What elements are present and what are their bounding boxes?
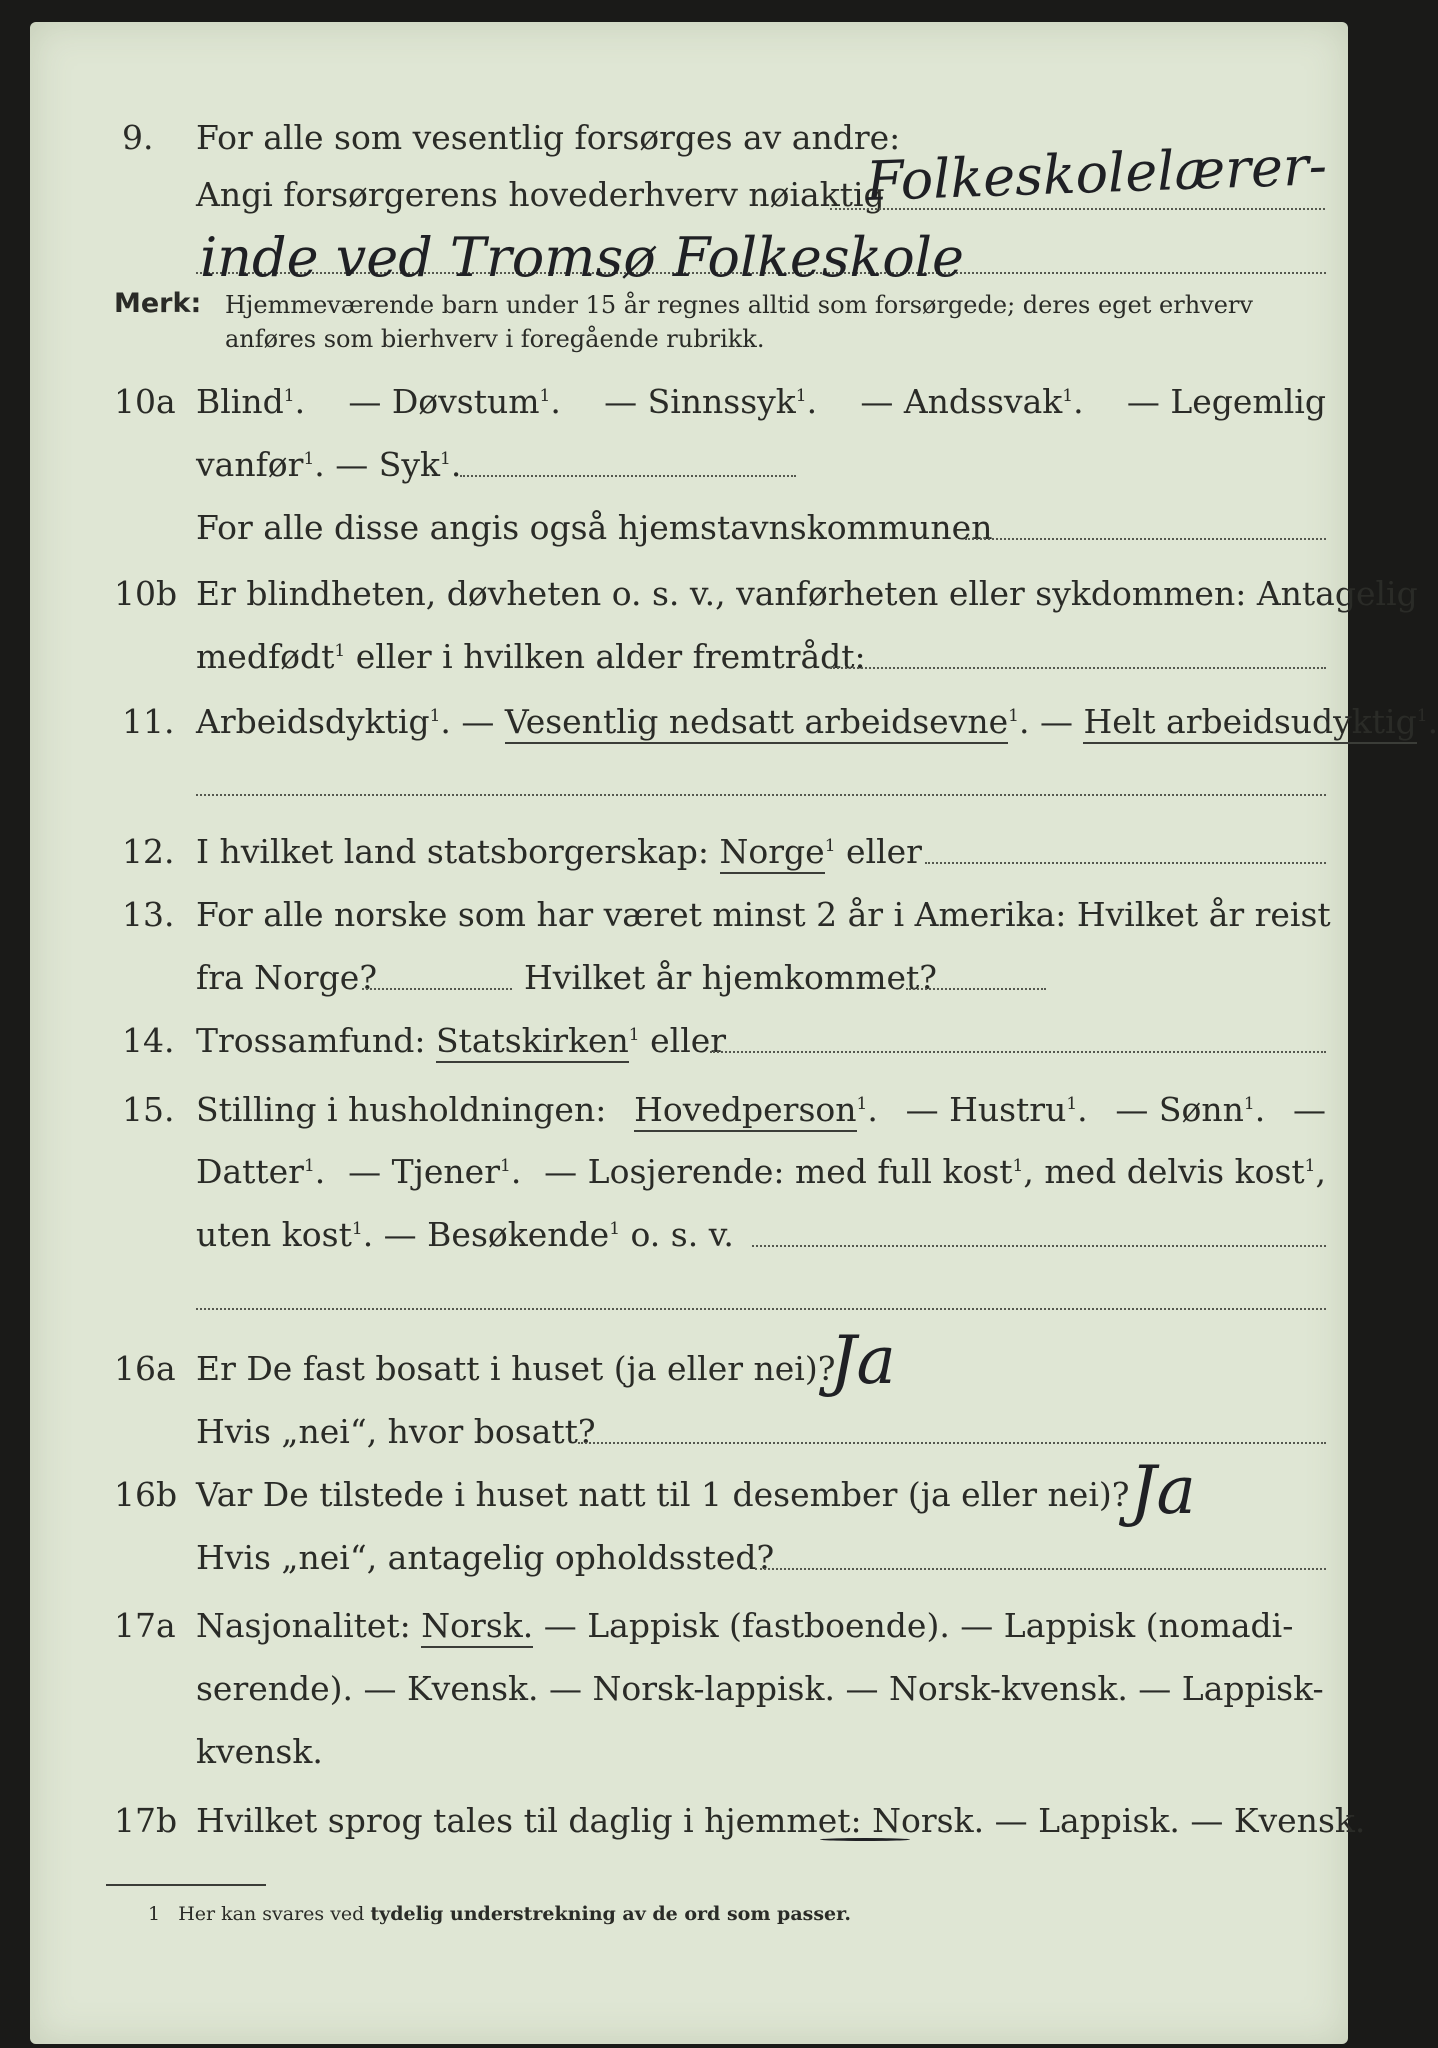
q10a-line2: vanfør$^1$. — Syk$^1$. (196, 445, 462, 484)
q15-line3: uten kost$^1$. — Besøkende$^1$ o. s. v. (196, 1215, 734, 1254)
q10a-number: 10a (114, 382, 176, 421)
q11-options: Arbeidsdyktig$^1$. — Vesentlig nedsatt arbeidsevne$^1$. — Helt arbeidsudyktig$^1$. (196, 702, 1438, 742)
merk-label: Merk: (114, 288, 202, 319)
footnote-rule (106, 1884, 266, 1886)
q9-handwritten-answer-2: inde ved Tromsø Folkeskole (200, 226, 965, 289)
q10a-options-line1 (196, 382, 1326, 422)
q10a-line3: For alle disse angis også hjemstavnskommunen (196, 508, 993, 547)
q12-line: I hvilket land statsborgerskap: Norge$^1$ eller (196, 832, 922, 872)
opt-legemlig: — Legemlig (1126, 382, 1326, 421)
q10a-hjemstavn-answer-line (965, 538, 1326, 540)
q16b-line1: Var De tilstede i huset natt til 1 desember (ja eller nei)? (196, 1475, 1130, 1514)
merk-line1: Hjemmeværende barn under 15 år regnes alltid som forsørgede; deres eget erhverv (225, 291, 1253, 319)
q15-line2: Datter$^1$. — Tjener$^1$. — Losjerende: med full kost$^1$, med delvis kost$^1$, (196, 1152, 1326, 1191)
q16a-number: 16a (114, 1349, 176, 1388)
q9-line2: Angi forsørgerens hovederhverv nøiaktig (196, 175, 885, 214)
q16b-handwritten-answer: Ja (1130, 1452, 1196, 1529)
q17a-line3: kvensk. (196, 1732, 323, 1771)
q17a-line2: serende). — Kvensk. — Norsk-lappisk. — Norsk-kvensk. — Lappisk- (196, 1669, 1324, 1708)
opt-dovstum: — Døvstum$^1$. (348, 382, 561, 421)
q17b-norsk: Norsk. (872, 1801, 985, 1840)
q14-statskirken-underlined: Statskirken (436, 1021, 629, 1063)
q16b-number: 16b (114, 1475, 178, 1514)
q17b-number: 17b (114, 1801, 178, 1840)
q14-line: Trossamfund: Statskirken$^1$ eller (196, 1021, 726, 1061)
q11-vesentlig-underlined: Vesentlig nedsatt arbeidsevne (505, 702, 1008, 744)
q13-line1: For alle norske som har været minst 2 år i Amerika: Hvilket år reist (196, 895, 1331, 934)
q13-reist-answer-line (362, 988, 512, 990)
q9-number: 9. (122, 118, 154, 157)
q12-answer-line (925, 862, 1326, 864)
census-form-page (30, 22, 1438, 2044)
q16a-line1: Er De fast bosatt i huset (ja eller nei)? (196, 1349, 836, 1388)
q10b-line1: Er blindheten, døvheten o. s. v., vanførheten eller sykdommen: Antagelig (196, 574, 1418, 613)
opt-andssvak: — Andssvak$^1$. (860, 382, 1084, 421)
q11-number: 11. (122, 702, 175, 741)
opt-blind: Blind$^1$. (196, 382, 306, 421)
q16b-line2: Hvis „nei“, antagelig opholdssted? (196, 1538, 775, 1577)
q16a-answer-line (578, 1442, 1326, 1444)
q15-answer-line1 (752, 1245, 1326, 1247)
q14-number: 14. (122, 1021, 175, 1060)
q15-hovedperson-underlined: Hovedperson (634, 1090, 856, 1132)
q11-answer-line (196, 794, 1326, 796)
q15-line1: Stilling i husholdningen: Hovedperson$^1$. — Hustru$^1$. — Sønn$^1$. — (196, 1090, 1326, 1130)
q17a-line1: Nasjonalitet: Norsk. — Lappisk (fastboende). — Lappisk (nomadi- (196, 1606, 1293, 1646)
q10b-number: 10b (114, 574, 178, 613)
q16a-line2: Hvis „nei“, hvor bosatt? (196, 1412, 596, 1451)
q12-number: 12. (122, 832, 175, 871)
q13-line2b: Hvilket år hjemkommet? (524, 958, 937, 997)
q14-answer-line (710, 1051, 1326, 1053)
q16b-answer-line (755, 1568, 1326, 1570)
footnote: 1 Her kan svares ved tydelig understrekning av de ord som passer. (148, 1903, 851, 1925)
q11-helt-underlined: Helt arbeidsudyktig (1083, 702, 1416, 744)
opt-sinnssyk: — Sinnssyk$^1$. (604, 382, 818, 421)
q13-number: 13. (122, 895, 175, 934)
q15-answer-line2 (196, 1308, 1326, 1310)
q9-handwritten-answer-1: Folkeskolelærer- (865, 133, 1328, 214)
q17b-line: Hvilket sprog tales til daglig i hjemmet: Norsk. — Lappisk. — Kvensk. (196, 1801, 1366, 1840)
merk-line2: anføres som bierhverv i foregående rubrikk. (225, 325, 765, 353)
q13-line2a: fra Norge? (196, 958, 378, 997)
q17a-number: 17a (114, 1606, 176, 1645)
q16a-handwritten-answer: Ja (830, 1322, 896, 1399)
q13-hjemkommet-answer-line (906, 988, 1046, 990)
q17b-handwritten-underline (820, 1838, 910, 1841)
q10b-answer-line (830, 667, 1326, 669)
q10a-syk-answer-line (460, 475, 796, 477)
q15-number: 15. (122, 1090, 175, 1129)
q10b-line2: medfødt$^1$ eller i hvilken alder fremtrådt: (196, 637, 866, 676)
q17a-norsk-underlined: Norsk. (421, 1606, 533, 1648)
q9-line1: For alle som vesentlig forsørges av andre: (196, 118, 901, 157)
q12-norge-underlined: Norge (720, 832, 825, 874)
